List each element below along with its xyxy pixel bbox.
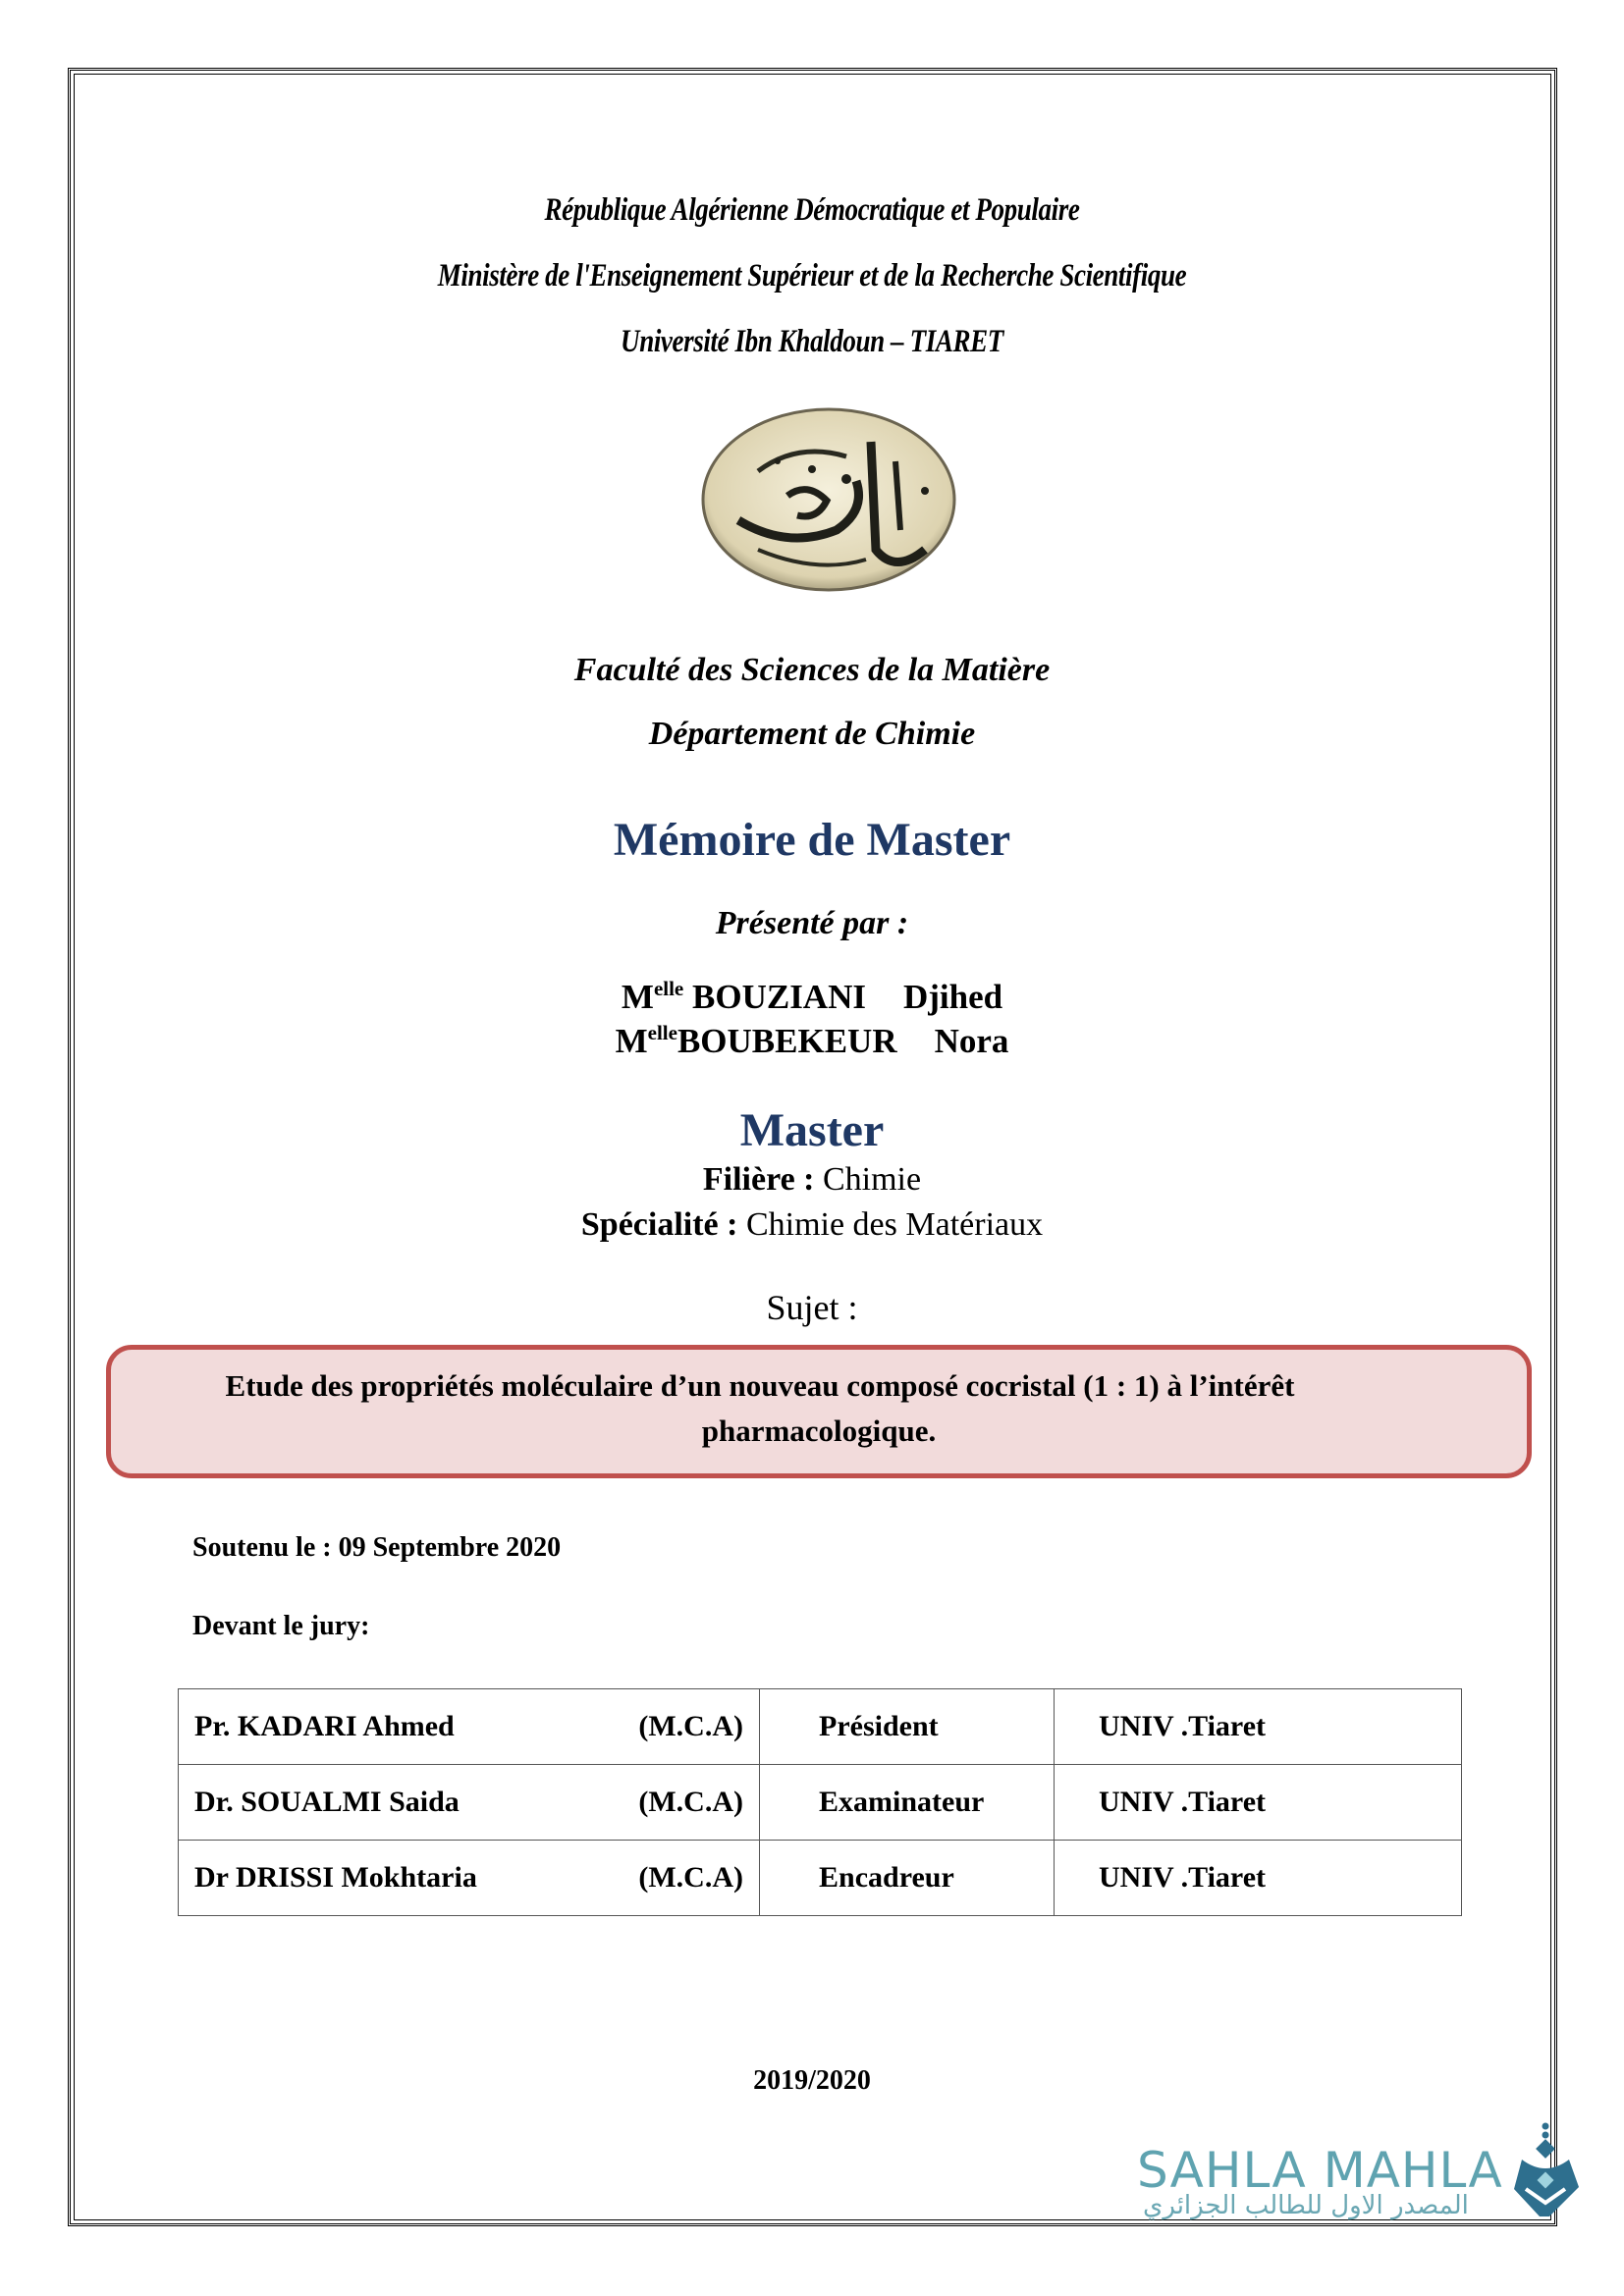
university-logo-icon xyxy=(699,402,958,597)
watermark-brand: SAHLA MAHLA xyxy=(1137,2142,1503,2199)
jury-member-grade: (M.C.A) xyxy=(638,1786,743,1818)
subject-line-1: Etude des propriétés moléculaire d’un nouveau composé cocristal (1 : 1) à l’intérêt xyxy=(225,1368,1295,1403)
defense-date: Soutenu le : 09 Septembre 2020 xyxy=(192,1532,562,1563)
subject-box xyxy=(106,1345,1532,1478)
header-ministry: Ministère de l'Enseignement Supérieur et de la Recherche Scientifique xyxy=(437,258,1187,294)
jury-member-role: Président xyxy=(760,1689,1055,1765)
filiere xyxy=(0,1161,1624,1199)
header-university: Université Ibn Khaldoun – TIARET xyxy=(621,324,1003,359)
jury-member-name: Dr DRISSI Mokhtaria xyxy=(194,1861,477,1894)
student-first-name: Nora xyxy=(934,1022,1009,1060)
jury-member-role: Examinateur xyxy=(760,1765,1055,1841)
table-row xyxy=(179,1689,1462,1765)
subject-line-2: pharmacologique. xyxy=(701,1414,937,1448)
degree-title: Master xyxy=(739,1104,885,1156)
watermark-tagline: المصدر الاول للطالب الجزائري xyxy=(1143,2191,1469,2220)
subject-label: Sujet : xyxy=(766,1288,858,1327)
jury-member-grade: (M.C.A) xyxy=(638,1861,743,1894)
table-row xyxy=(179,1765,1462,1841)
specialite xyxy=(0,1206,1624,1244)
specialite-value: Chimie des Matériaux xyxy=(745,1206,1044,1243)
jury-label: Devant le jury: xyxy=(192,1611,370,1641)
jury-member-institution: UNIV .Tiaret xyxy=(1055,1841,1462,1916)
watermark xyxy=(1137,2120,1608,2228)
presented-by-label: Présenté par : xyxy=(715,905,909,941)
department-name: Département de Chimie xyxy=(648,716,976,752)
filiere-value: Chimie xyxy=(822,1161,922,1198)
jury-member-grade: (M.C.A) xyxy=(638,1710,743,1742)
academic-year: 2019/2020 xyxy=(753,2065,871,2096)
jury-table xyxy=(178,1688,1462,1916)
document-type-title: Mémoire de Master xyxy=(613,814,1011,866)
student-first-name: Djihed xyxy=(902,978,1003,1016)
header-country: République Algérienne Démocratique et Populaire xyxy=(544,192,1080,228)
student-last-name: BOUZIANI xyxy=(692,978,866,1016)
sahla-mahla-logo-icon xyxy=(1510,2120,1581,2222)
jury-member-role: Encadreur xyxy=(760,1841,1055,1916)
filiere-label: Filière : xyxy=(702,1161,815,1198)
table-row xyxy=(179,1841,1462,1916)
specialite-label: Spécialité : xyxy=(580,1206,738,1243)
jury-member-name: Pr. KADARI Ahmed xyxy=(194,1710,455,1742)
jury-member-institution: UNIV .Tiaret xyxy=(1055,1689,1462,1765)
student-last-name: BOUBEKEUR xyxy=(677,1022,897,1060)
jury-member-name: Dr. SOUALMI Saida xyxy=(194,1786,460,1818)
student-name: $M^{elle}$ BOUZIANI Djihed xyxy=(621,977,1003,1016)
jury-member-institution: UNIV .Tiaret xyxy=(1055,1765,1462,1841)
faculty-name: Faculté des Sciences de la Matière xyxy=(573,652,1051,688)
student-name: $M^{elle}BOUBEKEUR$ Nora xyxy=(615,1021,1009,1060)
